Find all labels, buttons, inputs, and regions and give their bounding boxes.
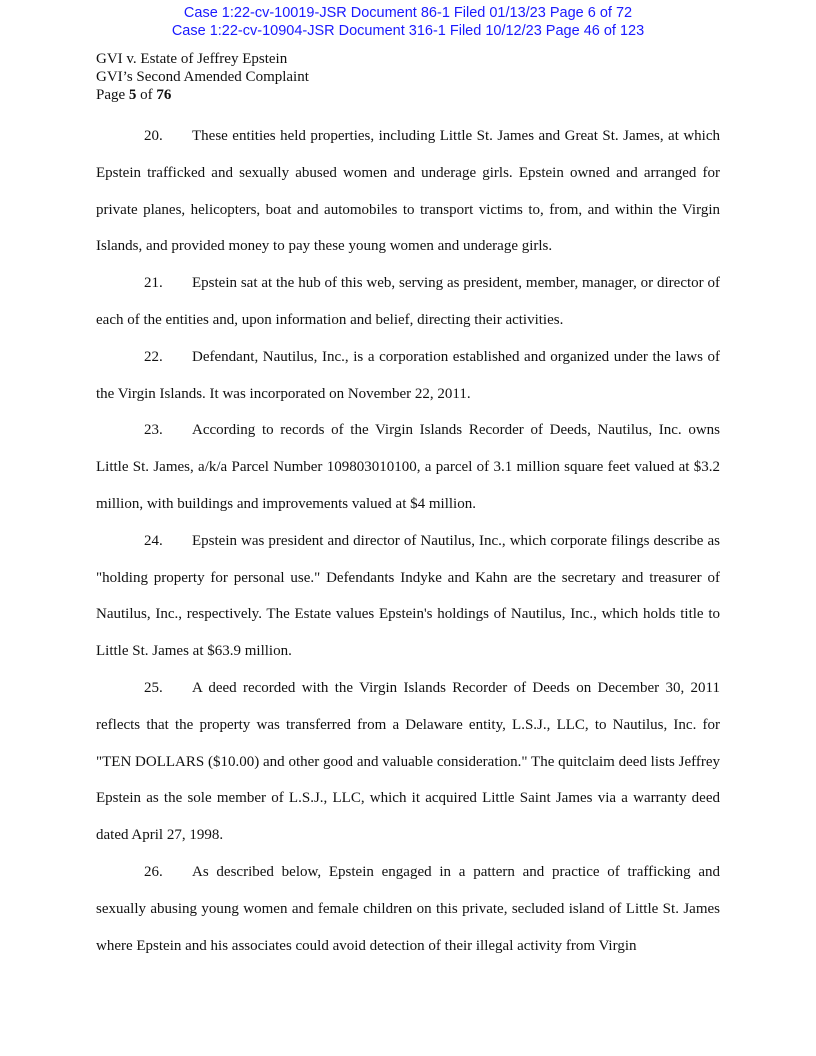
paragraph-26: 26. As described below, Epstein engaged in a pattern and practice of trafficking and sexually abusing young women and female children on this private, secluded island of Little St. James where Epstein and his associates could avoid detection of their illegal activity from Virgin: [96, 863, 720, 954]
paragraph-25: 25. A deed recorded with the Virgin Islands Recorder of Deeds on December 30, 2011 reflects that the property was transferred from a Delaware entity, L.S.J., LLC, to Nautilus, Inc. for "TEN DOLLARS ($10.00) and other good and valuable consideration." The quitclaim deed lists Jeffrey Epstein as the sole member of L.S.J., LLC, which it acquired Little Saint James via a warranty deed dated April 27, 1998.: [96, 679, 720, 844]
paragraph-24: 24. Epstein was president and director of Nautilus, Inc., which corporate filings describe as "holding property for personal use." Defendants Indyke and Kahn are the secretary and treasurer of Nautilus, Inc., respectively. The Estate values Epstein's holdings of Nautilus, Inc., which holds title to Little St. James at $63.9 million.: [96, 532, 720, 660]
document-body: [96, 118, 720, 964]
filing-stamp-1: Case 1:22-cv-10019-JSR Document 86-1 Filed 01/13/23 Page 6 of 72: [183, 5, 633, 21]
page-number: Page 5 of 76: [96, 87, 172, 103]
paragraph-21: 21. Epstein sat at the hub of this web, serving as president, member, manager, or director of each of the entities and, upon information and belief, directing their activities.: [96, 275, 720, 328]
paragraph-23: 23. According to records of the Virgin Islands Recorder of Deeds, Nautilus, Inc. owns Little St. James, a/k/a Parcel Number 109803010100, a parcel of 3.1 million square feet valued at $3.2 million, with buildings and improvements valued at $4 million.: [96, 422, 720, 512]
document-title: GVI’s Second Amended Complaint: [96, 69, 309, 85]
case-caption: GVI v. Estate of Jeffrey Epstein: [96, 51, 288, 67]
paragraph-20: 20. These entities held properties, including Little St. James and Great St. James, at which Epstein trafficked and sexually abused women and underage girls. Epstein owned and arranged for private planes, helicopters, boat and automobiles to transport victims to, from, and within the Virgin Islands, and provided money to pay these young women and underage girls.: [96, 128, 720, 255]
document-header: [96, 50, 309, 104]
filing-stamp-2: Case 1:22-cv-10904-JSR Document 316-1 Filed 10/12/23 Page 46 of 123: [171, 23, 645, 39]
paragraph-22: 22. Defendant, Nautilus, Inc., is a corporation established and organized under the laws of the Virgin Islands. It was incorporated on November 22, 2011.: [96, 348, 720, 402]
court-filing-stamp: [0, 4, 816, 40]
